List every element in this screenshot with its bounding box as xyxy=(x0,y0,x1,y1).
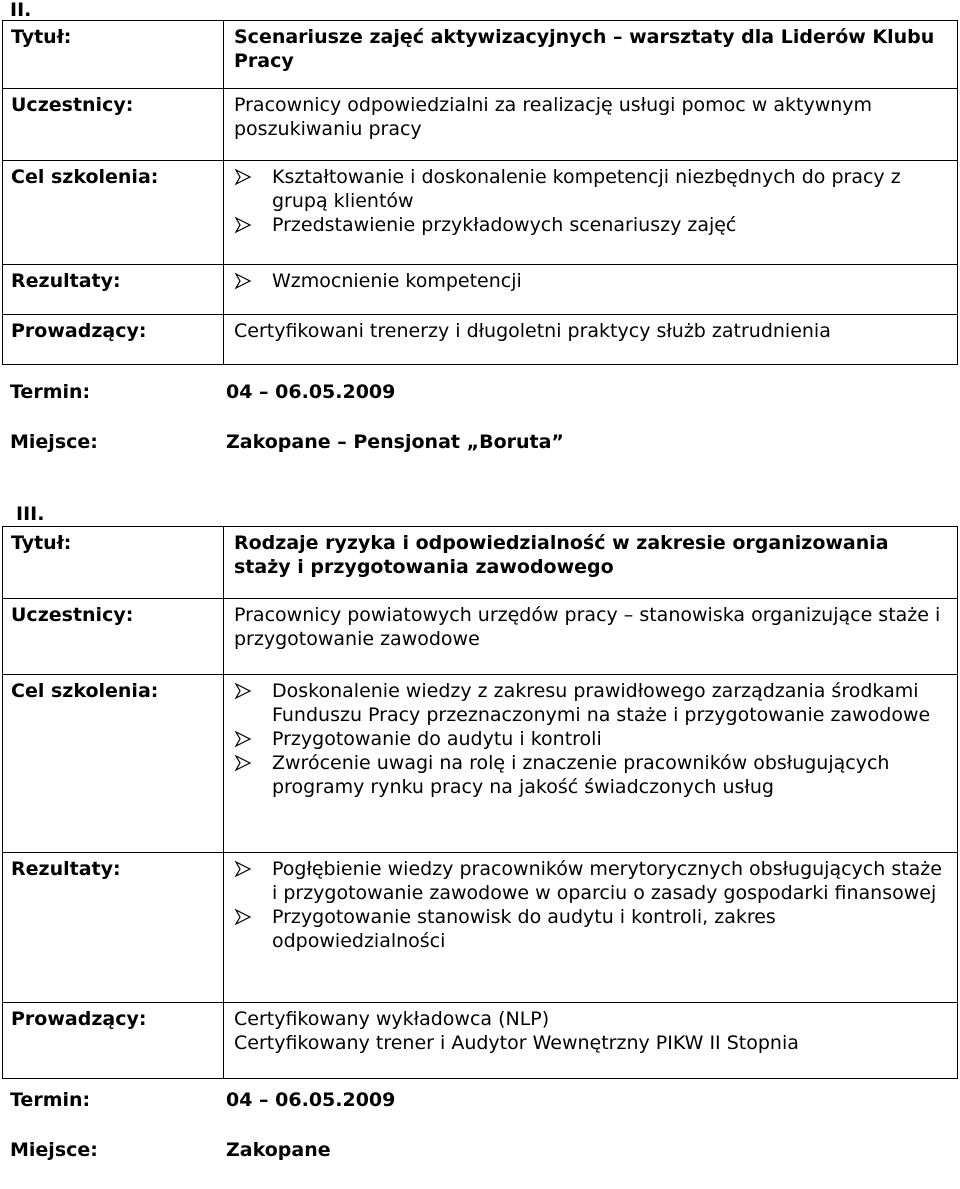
participants-value-cell xyxy=(224,599,958,675)
participants-value-cell xyxy=(224,89,958,161)
date-value: 04 – 06.05.2009 xyxy=(226,381,396,403)
goal-value-cell xyxy=(224,161,958,265)
place-row xyxy=(10,430,98,454)
arrowhead-bullet-icon xyxy=(234,168,252,186)
goal-label: Cel szkolenia: xyxy=(11,680,159,702)
trainer-label: Prowadzący: xyxy=(11,320,147,342)
trainer-label-cell xyxy=(3,1003,224,1079)
participants-label: Uczestnicy: xyxy=(11,94,134,116)
trainer-text: Certyfikowani trenerzy i długoletni praktycy służb zatrudnienia xyxy=(234,320,831,342)
participants-text: Pracownicy odpowiedzialni za realizację usługi pomoc w aktywnym poszukiwaniu pracy xyxy=(234,94,873,140)
date-row xyxy=(10,380,90,404)
trainer-label-cell xyxy=(3,315,224,365)
results-label-cell xyxy=(3,265,224,315)
results-label: Rezultaty: xyxy=(11,858,121,880)
trainer-text: Certyfikowany wykładowca (NLP) xyxy=(234,1008,550,1030)
trainer-value-cell xyxy=(224,315,958,365)
course-table xyxy=(2,20,958,365)
result-item: Wzmocnienie kompetencji xyxy=(234,269,949,293)
participants-label-cell xyxy=(3,599,224,675)
course-title: Rodzaje ryzyka i odpowiedzialność w zakresie organizowania staży i przygotowania zawodowego xyxy=(234,532,889,578)
place-label: Miejsce: xyxy=(10,1139,98,1161)
results-value-cell xyxy=(224,265,958,315)
date-label: Termin: xyxy=(10,381,91,403)
participants-text: Pracownicy powiatowych urzędów pracy – stanowiska organizujące staże i przygotowanie zawodowe xyxy=(234,604,941,650)
title-value-cell xyxy=(224,527,958,599)
results-value-cell xyxy=(224,853,958,1003)
result-item: Pogłębienie wiedzy pracowników merytorycznych obsługujących staże i przygotowanie zawodowe w oparciu o zasady gospodarki finansowej xyxy=(234,857,949,905)
place-row xyxy=(10,1138,98,1162)
arrowhead-bullet-icon xyxy=(234,682,252,700)
goal-item: Przedstawienie przykładowych scenariuszy zajęć xyxy=(234,213,949,237)
goal-item: Doskonalenie wiedzy z zakresu prawidłowego zarządzania środkami Funduszu Pracy przeznaczonymi na staże i przygotowanie zawodowe xyxy=(234,679,949,727)
goal-item: Kształtowanie i doskonalenie kompetencji niezbędnych do pracy z grupą klientów xyxy=(234,165,949,213)
goal-value-cell xyxy=(224,675,958,853)
results-label-cell xyxy=(3,853,224,1003)
arrowhead-bullet-icon xyxy=(234,908,252,926)
results-list xyxy=(234,269,949,293)
place-value: Zakopane – Pensjonat „Boruta” xyxy=(226,431,564,453)
result-item: Przygotowanie stanowisk do audytu i kontroli, zakres odpowiedzialności xyxy=(234,905,949,953)
goal-label-cell xyxy=(3,161,224,265)
arrowhead-bullet-icon xyxy=(234,216,252,234)
arrowhead-bullet-icon xyxy=(234,860,252,878)
title-label: Tytuł: xyxy=(11,26,72,48)
results-label: Rezultaty: xyxy=(11,270,121,292)
date-value: 04 – 06.05.2009 xyxy=(226,1089,396,1111)
trainer-label: Prowadzący: xyxy=(11,1008,147,1030)
place-value: Zakopane xyxy=(226,1139,331,1161)
title-value-cell xyxy=(224,21,958,89)
title-label: Tytuł: xyxy=(11,532,72,554)
section-ii xyxy=(2,0,958,470)
section-number: II. xyxy=(10,0,32,21)
goal-item: Przygotowanie do audytu i kontroli xyxy=(234,727,949,751)
results-list xyxy=(234,857,949,953)
goal-item: Zwrócenie uwagi na rolę i znaczenie pracowników obsługujących programy rynku pracy na jakość świadczonych usług xyxy=(234,751,949,799)
title-label-cell xyxy=(3,21,224,89)
goal-label-cell xyxy=(3,675,224,853)
date-label: Termin: xyxy=(10,1089,91,1111)
arrowhead-bullet-icon xyxy=(234,754,252,772)
trainer-text: Certyfikowany trener i Audytor Wewnętrzny PIKW II Stopnia xyxy=(234,1032,799,1054)
course-table xyxy=(2,526,958,1079)
section-iii xyxy=(2,504,958,1184)
participants-label: Uczestnicy: xyxy=(11,604,134,626)
goal-list xyxy=(234,165,949,237)
arrowhead-bullet-icon xyxy=(234,272,252,290)
section-number: III. xyxy=(16,503,45,525)
title-label-cell xyxy=(3,527,224,599)
participants-label-cell xyxy=(3,89,224,161)
goal-label: Cel szkolenia: xyxy=(11,166,159,188)
goal-list xyxy=(234,679,949,799)
trainer-value-cell xyxy=(224,1003,958,1079)
place-label: Miejsce: xyxy=(10,431,98,453)
arrowhead-bullet-icon xyxy=(234,730,252,748)
course-title: Scenariusze zajęć aktywizacyjnych – warsztaty dla Liderów Klubu Pracy xyxy=(234,26,935,72)
date-row xyxy=(10,1088,90,1112)
